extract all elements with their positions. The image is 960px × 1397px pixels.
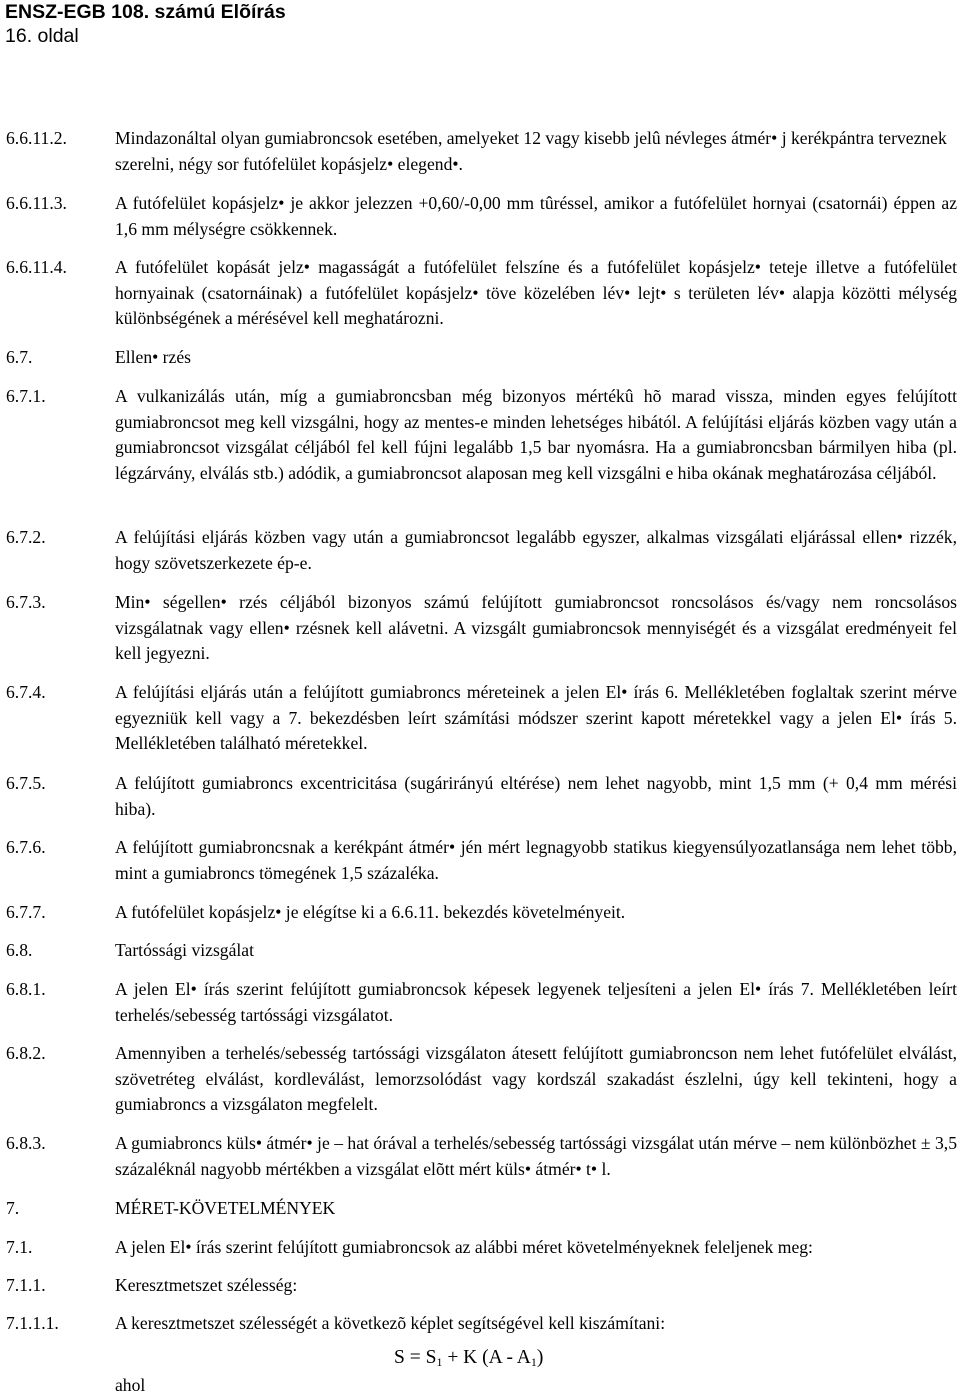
formula-middle: + K (A - A <box>442 1347 531 1368</box>
formula-subscript: 1 <box>530 1355 537 1369</box>
paragraph-text: A felújított gumiabroncs excentricitása (sugárirányú eltérése) nem lehet nagyobb, mint 1,5 mm (+ 0,4 mm mérési hiba). <box>115 773 957 819</box>
page-number: 16. oldal <box>5 25 79 47</box>
section-6-7-heading <box>6 345 957 371</box>
paragraph-text: Min• ségellen• rzés céljából bizonyos számú felújított gumiabroncsot roncsolásos és/vagy nem roncsolásos vizsgálatnak vagy ellen• rzésnek kell alávetni. A vizsgált gumiabroncsok mennyiségét és a vizsgálat eredményeit fel kell jegyezni. <box>115 592 957 663</box>
paragraph-6-8-3 <box>6 1131 957 1182</box>
paragraph-text: Keresztmetszet szélesség: <box>115 1275 298 1295</box>
paragraph-6-7-6 <box>6 835 957 886</box>
paragraph-6-6-11-2 <box>6 126 957 177</box>
paragraph-6-7-4 <box>6 680 957 757</box>
paragraph-text: Amennyiben a terhelés/sebesség tartóssági vizsgálaton átesett felújított gumiabroncson nem lehet futófelület elválást, szövetréteg elválást, kordleválást, lemorzsolódást vagy kordszál szakadást észlelni, úgy kell tekinteni, hogy a gumiabroncs a vizsgálaton megfelelt. <box>115 1043 957 1114</box>
paragraph-number: 6.8.1. <box>6 979 46 999</box>
paragraph-number: 6.7.2. <box>6 527 46 547</box>
paragraph-text: A futófelület kopásjelz• je elégítse ki a 6.6.11. bekezdés követelményeit. <box>115 902 626 922</box>
section-title: MÉRET-KÖVETELMÉNYEK <box>115 1198 336 1218</box>
paragraph-7-1-1-1 <box>6 1311 957 1337</box>
paragraph-number: 6.7. <box>6 347 33 367</box>
paragraph-6-8-2 <box>6 1041 957 1118</box>
paragraph-number: 7. <box>6 1198 20 1218</box>
paragraph-number: 6.8. <box>6 940 33 960</box>
paragraph-text: A keresztmetszet szélességét a következõ képlet segítségével kell kiszámítani: <box>115 1313 666 1333</box>
paragraph-number: 7.1.1.1. <box>6 1313 59 1333</box>
section-title: Tartóssági vizsgálat <box>115 940 254 960</box>
paragraph-number: 6.7.6. <box>6 837 46 857</box>
section-6-8-heading <box>6 938 957 964</box>
paragraph-number: 6.6.11.3. <box>6 193 67 213</box>
paragraph-text: A futófelület kopását jelz• magasságát a futófelület felszíne és a futófelület kopásjelz• teteje illetve a futófelület hornyainak (csatornáinak) a futófelület kopásjelz• töve közelében lév• lejt• s területen lév• alapja közötti mélység különbségének a mérésével kell meghatározni. <box>115 257 957 328</box>
paragraph-6-6-11-3 <box>6 191 957 242</box>
paragraph-number: 7.1.1. <box>6 1275 46 1295</box>
paragraph-text: A felújított gumiabroncsnak a kerékpánt átmér• jén mért legnagyobb statikus kiegyensúlyozatlansága nem lehet több, mint a gumiabroncs tömegének 1,5 százaléka. <box>115 837 957 883</box>
paragraph-6-7-1 <box>6 384 957 486</box>
paragraph-7-1 <box>6 1235 957 1261</box>
paragraph-number: 6.6.11.4. <box>6 257 67 277</box>
paragraph-number: 6.7.7. <box>6 902 46 922</box>
paragraph-6-7-2 <box>6 525 957 576</box>
ahol-label: ahol <box>115 1375 146 1395</box>
paragraph-text: A jelen El• írás szerint felújított gumiabroncsok képesek legyenek teljesíteni a jelen El• írás 7. Mellékletében leírt terhelés/sebesség tartóssági vizsgálatot. <box>115 979 957 1025</box>
paragraph-6-7-7 <box>6 900 957 926</box>
paragraph-text: A futófelület kopásjelz• je akkor jelezzen +0,60/-0,00 mm tûréssel, amikor a futófelület hornyai (csatornái) éppen az 1,6 mm mélységre csökkennek. <box>115 193 957 239</box>
paragraph-6-6-11-4 <box>6 255 957 332</box>
paragraph-number: 7.1. <box>6 1237 33 1257</box>
paragraph-text: Mindazonáltal olyan gumiabroncsok esetében, amelyeket 12 vagy kisebb jelû névleges átmér• j kerékpántra terveznek szerelni, négy sor futófelület kopásjelz• elegend•. <box>115 128 947 174</box>
paragraph-text: A vulkanizálás után, míg a gumiabroncsban még bizonyos mértékû hõ marad vissza, minden egyes felújított gumiabroncsot meg kell vizsgálni, hogy az mentes-e minden lehetséges hibától. A felújítási eljárás közben vagy után a gumiabroncsot vizsgálat céljából fel kell fújni legalább 1,5 bar nyomásra. Ha a gumiabroncsban bármilyen hiba (pl. légzárvány, elválás stb.) adódik, a gumiabroncsot alaposan meg kell vizsgálni e hiba okának meghatározása céljából. <box>115 386 957 483</box>
formula-subscript: 1 <box>436 1355 443 1369</box>
width-formula <box>394 1346 543 1374</box>
paragraph-text: A jelen El• írás szerint felújított gumiabroncsok az alábbi méret követelményeknek feleljenek meg: <box>115 1237 813 1257</box>
formula-lhs: S = S <box>394 1347 437 1368</box>
paragraph-text: A gumiabroncs küls• átmér• je – hat órával a terhelés/sebesség tartóssági vizsgálat után mérve – nem különbözhet ± 3,5 százaléknál nagyobb mértékben a vizsgálat elõtt mért küls• átmér• t• l. <box>115 1133 957 1179</box>
paragraph-number: 6.7.1. <box>6 386 46 406</box>
paragraph-number: 6.7.3. <box>6 592 46 612</box>
paragraph-number: 6.6.11.2. <box>6 128 67 148</box>
paragraph-number: 6.8.3. <box>6 1133 46 1153</box>
paragraph-6-7-3 <box>6 590 957 667</box>
page-header <box>5 0 286 48</box>
paragraph-number: 6.7.5. <box>6 773 46 793</box>
paragraph-text: A felújítási eljárás közben vagy után a gumiabroncsot legalább egyszer, alkalmas vizsgálati eljárással ellen• rizzék, hogy szövetszerkezete ép-e. <box>115 527 957 573</box>
section-title: Ellen• rzés <box>115 347 192 367</box>
paragraph-6-7-5 <box>6 771 957 822</box>
formula-end: ) <box>536 1347 544 1368</box>
paragraph-number: 6.7.4. <box>6 682 46 702</box>
paragraph-6-8-1 <box>6 977 957 1028</box>
document-title: ENSZ-EGB 108. számú Elõírás <box>5 1 286 23</box>
paragraph-7-1-1 <box>6 1273 957 1299</box>
section-7-heading <box>6 1196 957 1222</box>
paragraph-number: 6.8.2. <box>6 1043 46 1063</box>
paragraph-text: A felújítási eljárás után a felújított gumiabroncs méreteinek a jelen El• írás 6. Mellékletében foglaltak szerint mérve egyezniük kell vagy a 7. bekezdésben leírt számítási módszer szerint kapott méretekkel vagy a jelen El• írás 5. Mellékletében található méretekkel. <box>115 682 957 753</box>
